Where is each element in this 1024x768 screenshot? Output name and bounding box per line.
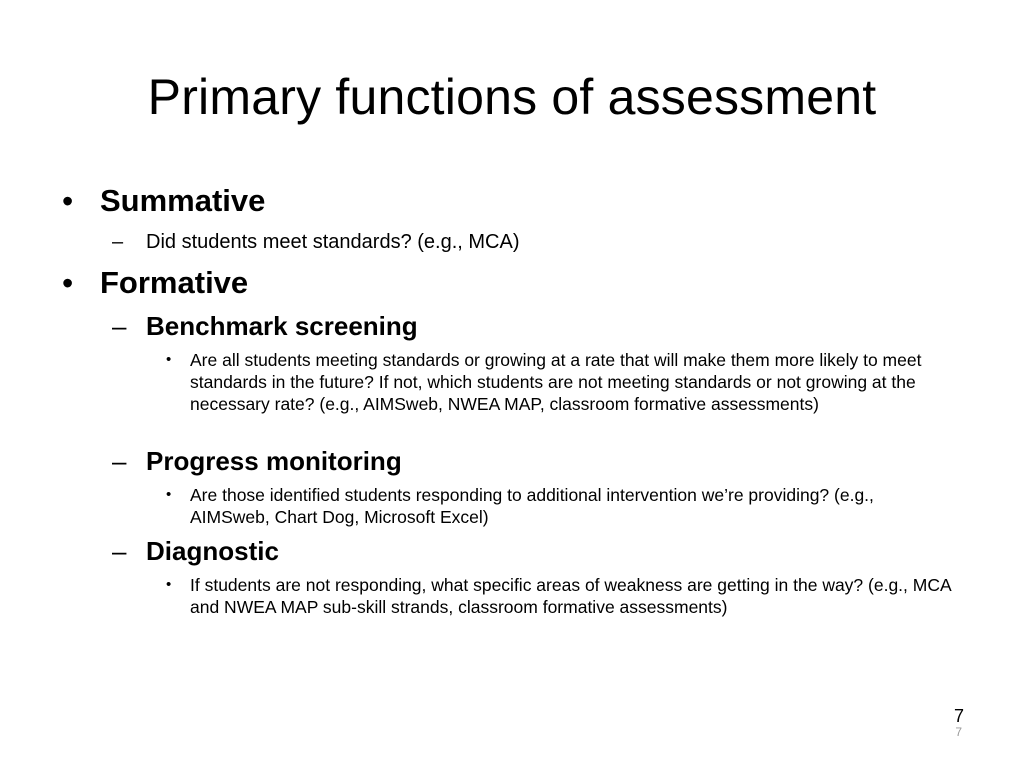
bullet-dot: • — [166, 576, 172, 593]
detail-progress-text: Are those identified students responding to additional intervention we’re providing? (e.g., AIMSweb, Chart Dog, Microsoft Excel) — [190, 485, 874, 527]
detail-progress — [166, 484, 956, 528]
dash-mark: – — [112, 536, 127, 566]
sub-bullet-benchmark — [112, 309, 418, 343]
sub-bullet-progress-label: Progress monitoring — [146, 446, 402, 476]
bullet-dot: • — [62, 183, 74, 219]
dash-mark: – — [112, 446, 127, 476]
bullet-formative — [56, 263, 248, 303]
bullet-dot: • — [62, 265, 74, 301]
sub-bullet-summative — [112, 228, 520, 256]
dash-mark: – — [112, 311, 127, 341]
detail-diagnostic-text: If students are not responding, what specific areas of weakness are getting in the way? (e.g., MCA and NWEA MAP sub-skill strands, classroom formative assessments) — [190, 575, 951, 617]
sub-bullet-progress — [112, 444, 402, 478]
page-number: 7 — [953, 706, 964, 726]
detail-diagnostic — [166, 574, 956, 618]
slide-title: Primary functions of assessment — [147, 69, 877, 125]
detail-benchmark — [166, 349, 956, 415]
sub-bullet-benchmark-label: Benchmark screening — [146, 311, 418, 341]
sub-bullet-summative-text: Did students meet standards? (e.g., MCA) — [146, 231, 520, 253]
bullet-summative-label: Summative — [100, 183, 266, 218]
page-number-footer: 7 — [955, 725, 962, 739]
bullet-formative-label: Formative — [100, 265, 249, 300]
detail-benchmark-text: Are all students meeting standards or growing at a rate that will make them more likely to meet standards in the future? If not, which students are not meeting standards or not growing at the necessary rate? (e.g., AIMSweb, NWEA MAP, classroom formative assessments) — [190, 350, 922, 414]
sub-bullet-diagnostic — [112, 534, 279, 568]
bullet-dot: • — [166, 486, 172, 503]
sub-bullet-diagnostic-label: Diagnostic — [146, 536, 279, 566]
bullet-summative — [56, 181, 265, 221]
dash-mark: – — [112, 231, 124, 253]
bullet-dot: • — [166, 351, 172, 368]
